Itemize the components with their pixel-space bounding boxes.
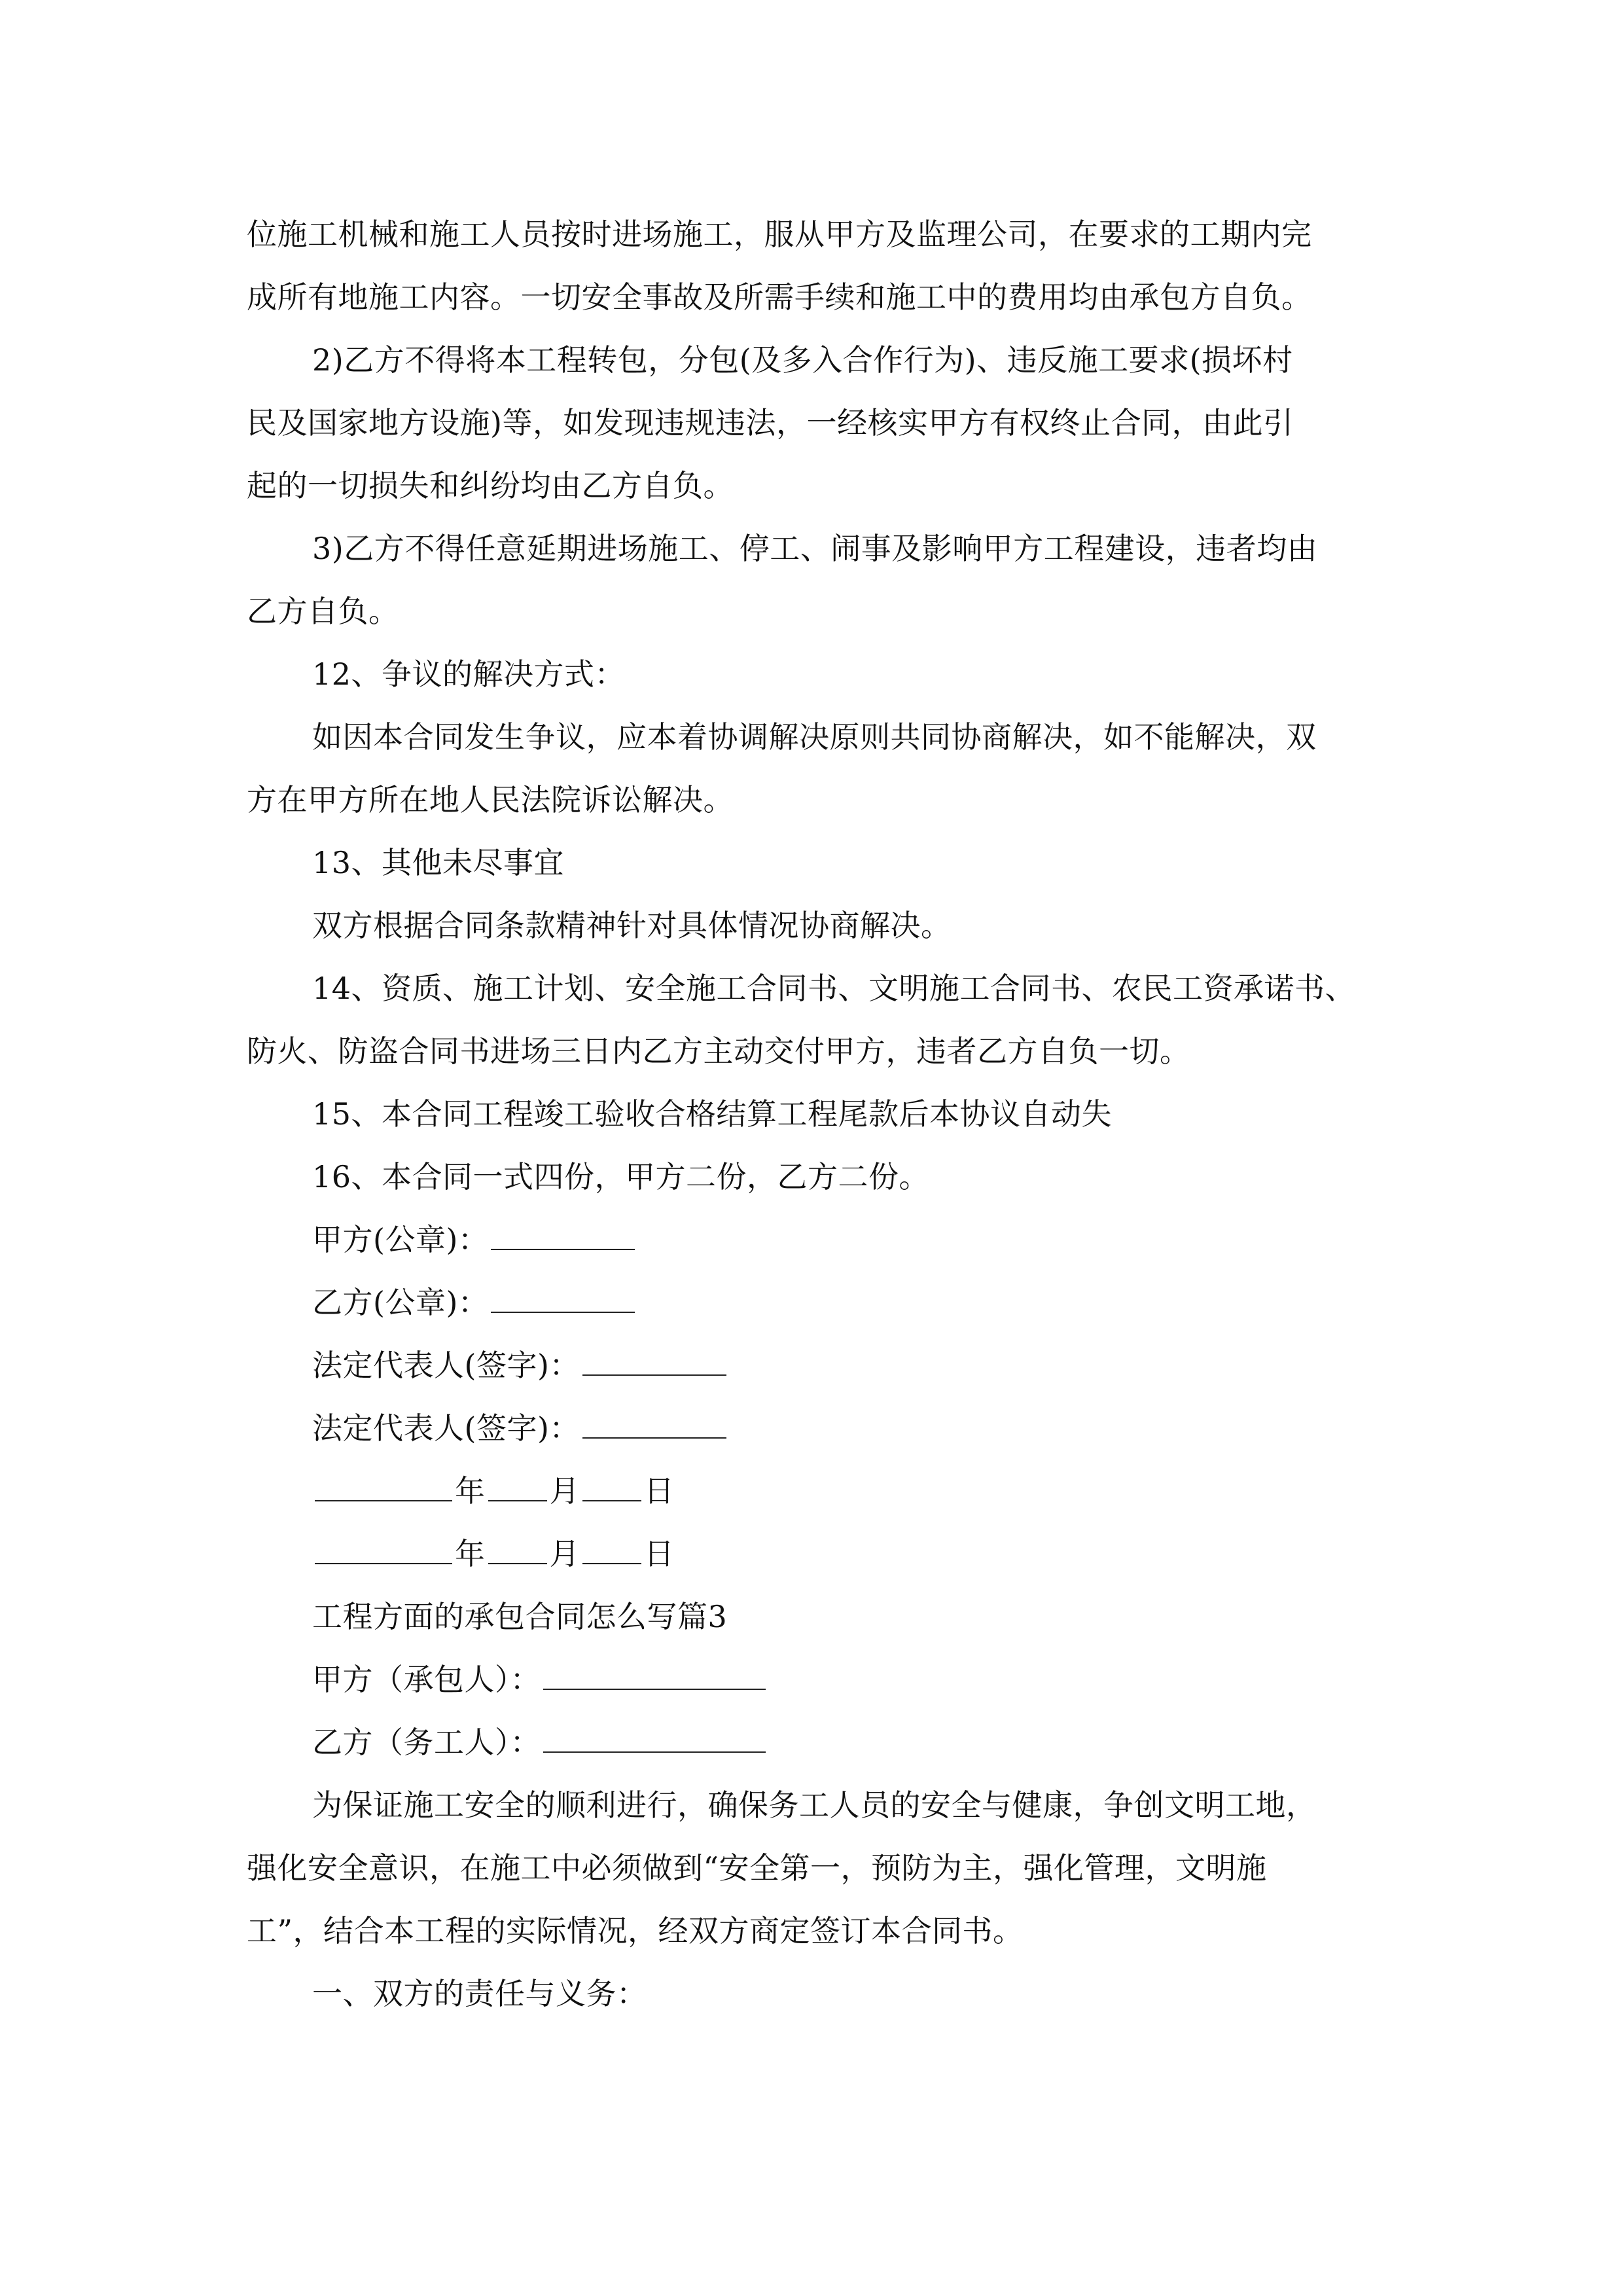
intro-line: 工”，结合本工程的实际情况，经双方商定签订本合同书。 [247,1913,1024,1948]
section-14-line: 14、资质、施工计划、安全施工合同书、文明施工合同书、农民工资承诺书、 [312,971,1356,1006]
party-b-seal-row [247,1271,1391,1334]
day-label: 日 [644,1473,675,1509]
party-a-blank[interactable] [543,1659,766,1690]
legal-rep-1-blank[interactable] [582,1344,726,1376]
document-page [247,203,1391,2025]
clause-2-line: 起的一切损失和纠纷均由乙方自负。 [247,468,734,503]
clause-2-line: 2)乙方不得将本工程转包，分包(及多入合作行为)、违反施工要求(损坏村 [312,342,1293,378]
intro-line: 强化安全意识，在施工中必须做到“安全第一，预防为主，强化管理，文明施 [247,1850,1267,1886]
paragraph-line: 位施工机械和施工人员按时进场施工，服从甲方及监理公司，在要求的工期内完 [247,217,1312,252]
section-15-line: 15、本合同工程竣工验收合格结算工程尾款后本协议自动失 [312,1096,1113,1132]
day-blank[interactable] [582,1533,641,1564]
month-blank[interactable] [488,1533,547,1564]
day-label: 日 [644,1536,675,1571]
date-row-1 [247,1460,1391,1522]
heading-responsibilities: 一、双方的责任与义务： [312,1976,647,2011]
section-3-title: 工程方面的承包合同怎么写篇3 [312,1599,728,1634]
party-a-label: 甲方（承包人）： [312,1662,541,1697]
month-blank[interactable] [488,1470,547,1501]
section-13-title: 13、其他未尽事宜 [312,845,565,880]
section-14-line: 防火、防盗合同书进场三日内乙方主动交付甲方，违者乙方自负一切。 [247,1033,1190,1069]
clause-3-line: 3)乙方不得任意延期进场施工、停工、闹事及影响甲方工程建设，违者均由 [312,531,1318,566]
party-b-seal-blank[interactable] [491,1282,635,1313]
clause-3-line: 乙方自负。 [247,594,399,629]
legal-rep-1-label: 法定代表人(签字)： [312,1348,580,1383]
year-blank[interactable] [315,1470,452,1501]
year-label: 年 [455,1473,486,1509]
party-b-blank[interactable] [543,1721,766,1753]
legal-rep-2-blank[interactable] [582,1407,726,1439]
year-blank[interactable] [315,1533,452,1564]
paragraph-line: 成所有地施工内容。一切安全事故及所需手续和施工中的费用均由承包方自负。 [247,279,1312,315]
party-a-row [247,1648,1391,1711]
party-a-seal-blank[interactable] [491,1219,635,1250]
party-a-seal-row [247,1208,1391,1271]
party-b-row [247,1711,1391,1774]
year-label: 年 [455,1536,486,1571]
section-12-title: 12、争议的解决方式： [312,656,626,692]
section-12-line: 如因本合同发生争议，应本着协调解决原则共同协商解决，如不能解决，双 [312,719,1317,755]
section-13-line: 双方根据合同条款精神针对具体情况协商解决。 [312,908,952,943]
party-a-seal-label: 甲方(公章)： [312,1222,489,1257]
party-b-seal-label: 乙方(公章)： [312,1285,489,1320]
section-16-line: 16、本合同一式四份，甲方二份，乙方二份。 [312,1159,930,1194]
clause-2-line: 民及国家地方设施)等，如发现违规违法，一经核实甲方有权终止合同，由此引 [247,405,1294,440]
legal-rep-1-row [247,1334,1391,1397]
date-row-2 [247,1522,1391,1585]
party-b-label: 乙方（务工人）： [312,1725,541,1760]
section-12-line: 方在甲方所在地人民法院诉讼解决。 [247,782,734,817]
month-label: 月 [549,1473,580,1509]
day-blank[interactable] [582,1470,641,1501]
legal-rep-2-label: 法定代表人(签字)： [312,1410,580,1446]
intro-line: 为保证施工安全的顺利进行，确保务工人员的安全与健康，争创文明工地， [312,1787,1317,1823]
legal-rep-2-row [247,1397,1391,1460]
month-label: 月 [549,1536,580,1571]
